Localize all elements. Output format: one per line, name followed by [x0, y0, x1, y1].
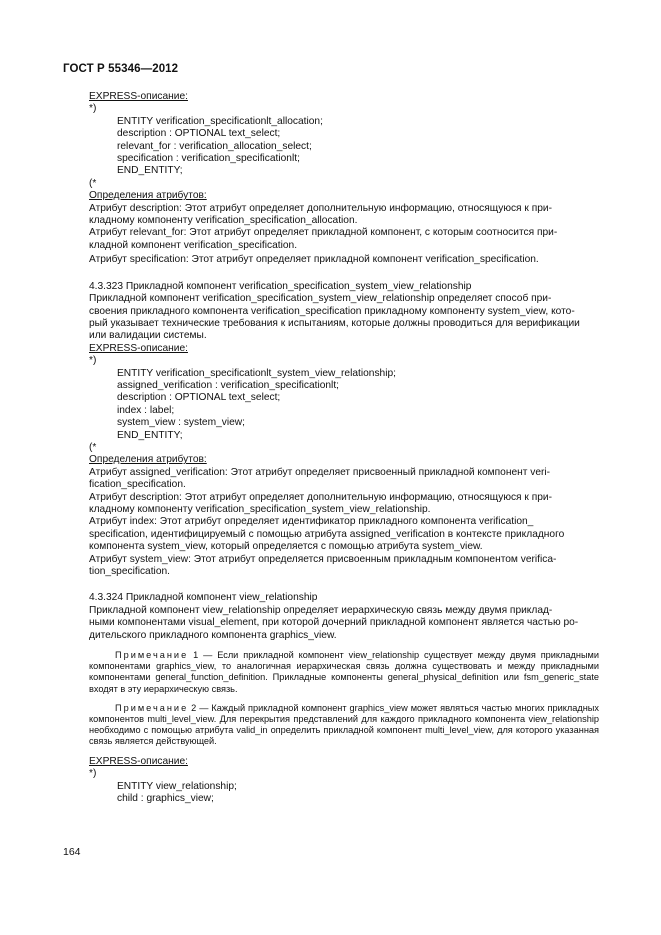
code-line: assigned_verification : verification_specificationlt;: [117, 379, 339, 391]
attr-line: компонента system_view, который определяется с помощью атрибута system_view.: [89, 541, 483, 553]
attr-line: specification, идентифицируемый с помощью атрибута assigned_verification в контексте прикладного: [89, 528, 565, 540]
code-line: child : graphics_view;: [117, 792, 214, 804]
comment-open: *): [89, 355, 97, 367]
code-line: description : OPTIONAL text_select;: [117, 392, 281, 404]
section-heading: 4.3.324 Прикладной компонент view_relationship: [89, 592, 318, 604]
comment-open: *): [89, 768, 97, 780]
code-block: [89, 368, 599, 442]
express-label: EXPRESS-описание:: [89, 91, 188, 102]
section-heading: 4.3.323 Прикладной компонент verification_specification_system_view_relationship: [89, 280, 472, 292]
comment-open: *): [89, 103, 97, 115]
page-header: ГОСТ Р 55346—2012: [63, 63, 179, 75]
note-text: 1 — Если прикладной компонент view_relationship существует между двумя прикладными компонентами graphics_view, то аналогичная иерархическая связь должна существовать и между прикладными компонентами general_function_definition. Прикладные компоненты general_physical_definition или fsm_generic_state входят в эту иерархическую связь.: [89, 650, 599, 694]
attr-line: Атрибут specification: Этот атрибут определяет прикладной компонент verification_specification.: [89, 254, 539, 266]
note-1: [89, 650, 599, 695]
page-number: 164: [63, 846, 81, 858]
desc-line: ными компонентами visual_element, при которой дочерний прикладной компонент является частью ро-: [89, 617, 579, 629]
code-block: [89, 781, 599, 806]
attr-line: tion_specification.: [89, 566, 170, 578]
desc-line: рый указывает технические требования к испытаниям, которые должны проводиться для верификации: [89, 317, 580, 329]
express-label: EXPRESS-описание:: [89, 342, 188, 354]
attr-line: fication_specification.: [89, 479, 186, 491]
attr-line: Атрибут assigned_verification: Этот атрибут определяет присвоенный прикладной компонент veri-: [89, 466, 551, 478]
attr-line: Атрибут relevant_for: Этот атрибут определяет прикладной компонент, с которым соотносится при-: [89, 227, 558, 239]
comment-close: (*: [89, 441, 97, 453]
code-line: ENTITY verification_specificationlt_allocation;: [117, 115, 323, 127]
attributes-label: Определения атрибутов:: [89, 190, 207, 202]
attr-line: кладному компоненту verification_specification_allocation.: [89, 215, 358, 227]
code-line: index : label;: [117, 404, 175, 416]
code-line: END_ENTITY;: [117, 429, 183, 441]
note-label: Примечание: [115, 650, 189, 661]
code-line: relevant_for : verification_allocation_select;: [117, 140, 312, 152]
desc-line: своения прикладного компонента verification_specification прикладному компоненту system_view, кото-: [89, 305, 575, 317]
desc-line: дительского прикладного компонента graphics_view.: [89, 629, 337, 641]
code-line: specification : verification_specificationlt;: [117, 153, 300, 165]
code-line: END_ENTITY;: [117, 165, 183, 177]
note-2: [89, 703, 599, 748]
code-line: ENTITY view_relationship;: [117, 780, 237, 792]
attr-line: Атрибут index: Этот атрибут определяет идентификатор прикладного компонента verification_: [89, 516, 534, 528]
comment-close: (*: [89, 177, 97, 189]
attr-line: кладной компонент verification_specification.: [89, 239, 298, 251]
note-text: 2 — Каждый прикладной компонент graphics_view может являться частью многих прикладных компонентов multi_level_view. Для перекрытия представлений для каждого прикладного компонента view_relationship необходимо с помощью атрибута valid_in определить прикладной компонент multi_level_view, для которого указанная связь является действующей.: [89, 702, 599, 747]
attributes-label: Определения атрибутов:: [89, 454, 207, 466]
attr-line: кладному компоненту verification_specification_system_view_relationship.: [89, 504, 431, 515]
code-block: [89, 116, 599, 178]
code-line: description : OPTIONAL text_select;: [117, 128, 281, 140]
page-content: [89, 91, 599, 805]
attr-line: Атрибут description: Этот атрибут определяет дополнительную информацию, относящуюся к при-: [89, 491, 552, 503]
desc-line: Прикладной компонент view_relationship определяет иерархическую связь между двумя приклад-: [89, 604, 553, 616]
attr-line: Атрибут description: Этот атрибут определяет дополнительную информацию, относящуюся к при-: [89, 202, 552, 214]
note-label: Примечание: [115, 702, 189, 713]
attr-line: Атрибут system_view: Этот атрибут определяется присвоенным прикладным компонентом verifica-: [89, 553, 557, 565]
desc-line: Прикладной компонент verification_specification_system_view_relationship определяет способ при-: [89, 293, 552, 305]
code-line: ENTITY verification_specificationlt_system_view_relationship;: [117, 367, 396, 379]
express-label: EXPRESS-описание:: [89, 755, 188, 767]
desc-line: или валидации системы.: [89, 330, 207, 342]
code-line: system_view : system_view;: [117, 417, 245, 429]
